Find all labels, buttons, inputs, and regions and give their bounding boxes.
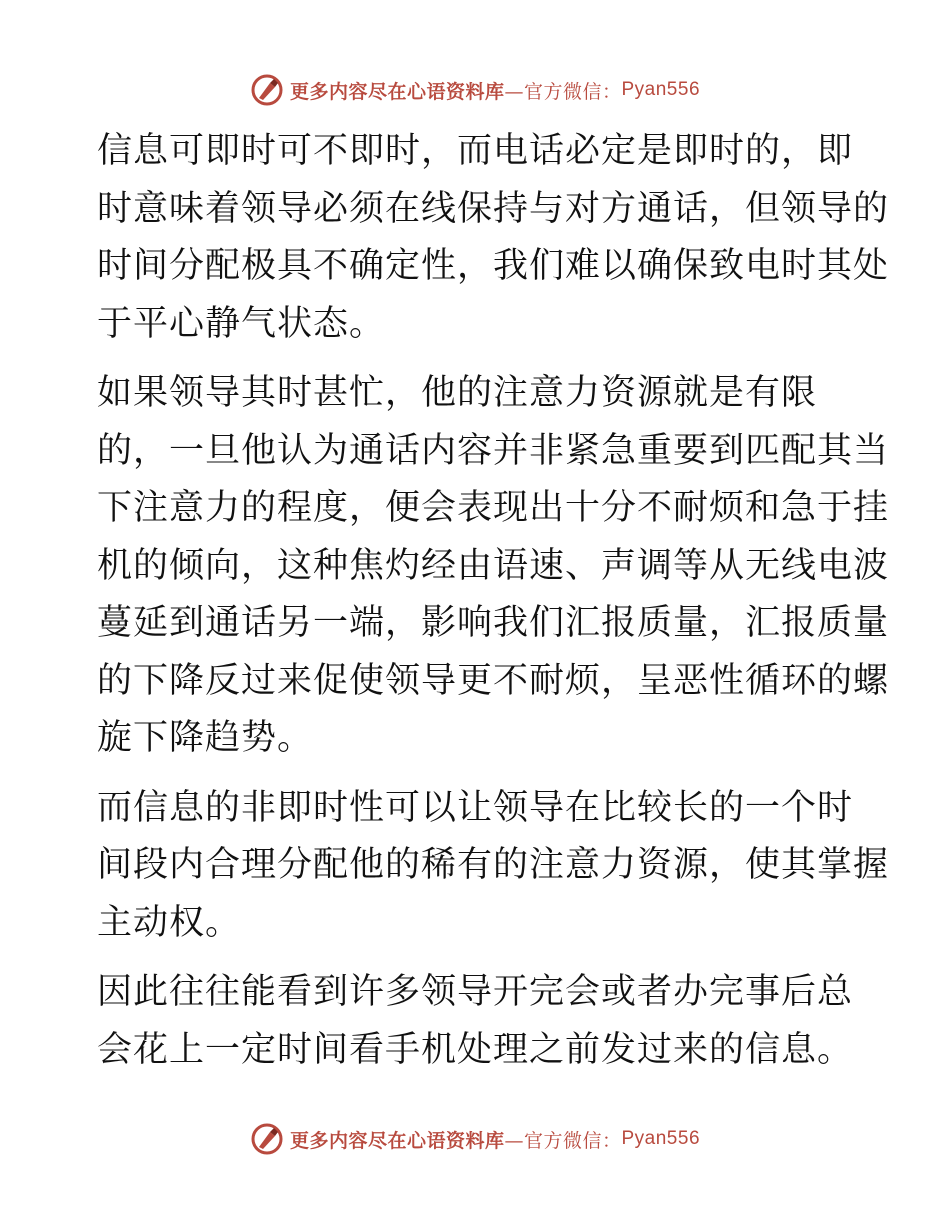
paragraph-line: 主动权。 [97, 902, 242, 943]
paragraph-line: 而信息的非即时性可以让领导在比较长的一个时 [97, 787, 854, 828]
watermark-sub-text: —官方微信： [504, 80, 622, 103]
footer-watermark [0, 1119, 950, 1159]
paragraph-line: 下注意力的程度，便会表现出十分不耐烦和急于挂 [97, 488, 890, 528]
paragraph-3 [97, 780, 890, 953]
paragraph-2 [97, 365, 890, 768]
watermark-wechat-id: Pyan556 [621, 1128, 701, 1149]
pen-nib-circle-icon [250, 1122, 284, 1156]
paragraph-line: 蔓延到通话另一端，影响我们汇报质量，汇报质量 [97, 603, 890, 643]
paragraph-line: 旋下降趋势。 [97, 718, 314, 758]
paragraph-line: 的下降反过来促使领导更不耐烦，呈恶性循环的螺 [97, 660, 890, 701]
paragraph-line: 间段内合理分配他的稀有的注意力资源，使其掌握 [97, 845, 890, 885]
paragraph-line: 会花上一定时间看手机处理之前发过来的信息。 [97, 1029, 854, 1070]
article-body [97, 123, 890, 1091]
paragraph-line: 信息可即时可不即时，而电话必定是即时的，即 [97, 131, 854, 171]
paragraph-line: 的，一旦他认为通话内容并非紧急重要到匹配其当 [97, 430, 890, 471]
watermark-wechat-id: Pyan556 [621, 79, 701, 100]
paragraph-line: 时意味着领导必须在线保持与对方通话，但领导的 [97, 188, 890, 229]
paragraph-line: 时间分配极具不确定性，我们难以确保致电时其处 [97, 246, 890, 286]
paragraph-line: 如果领导其时甚忙，他的注意力资源就是有限 [97, 373, 818, 413]
watermark-main-text: 更多内容尽在心语资料库 [289, 1129, 505, 1152]
paragraph-line: 于平心静气状态。 [97, 303, 386, 344]
watermark-sub-text: —官方微信： [504, 1129, 622, 1152]
paragraph-4 [97, 964, 853, 1079]
watermark-main-text: 更多内容尽在心语资料库 [289, 80, 505, 103]
paragraph-1 [97, 123, 890, 353]
pen-nib-circle-icon [250, 73, 284, 107]
header-watermark [0, 70, 950, 110]
paragraph-line: 因此往往能看到许多领导开完会或者办完事后总 [97, 972, 854, 1012]
paragraph-line: 机的倾向，这种焦灼经由语速、声调等从无线电波 [97, 545, 890, 586]
